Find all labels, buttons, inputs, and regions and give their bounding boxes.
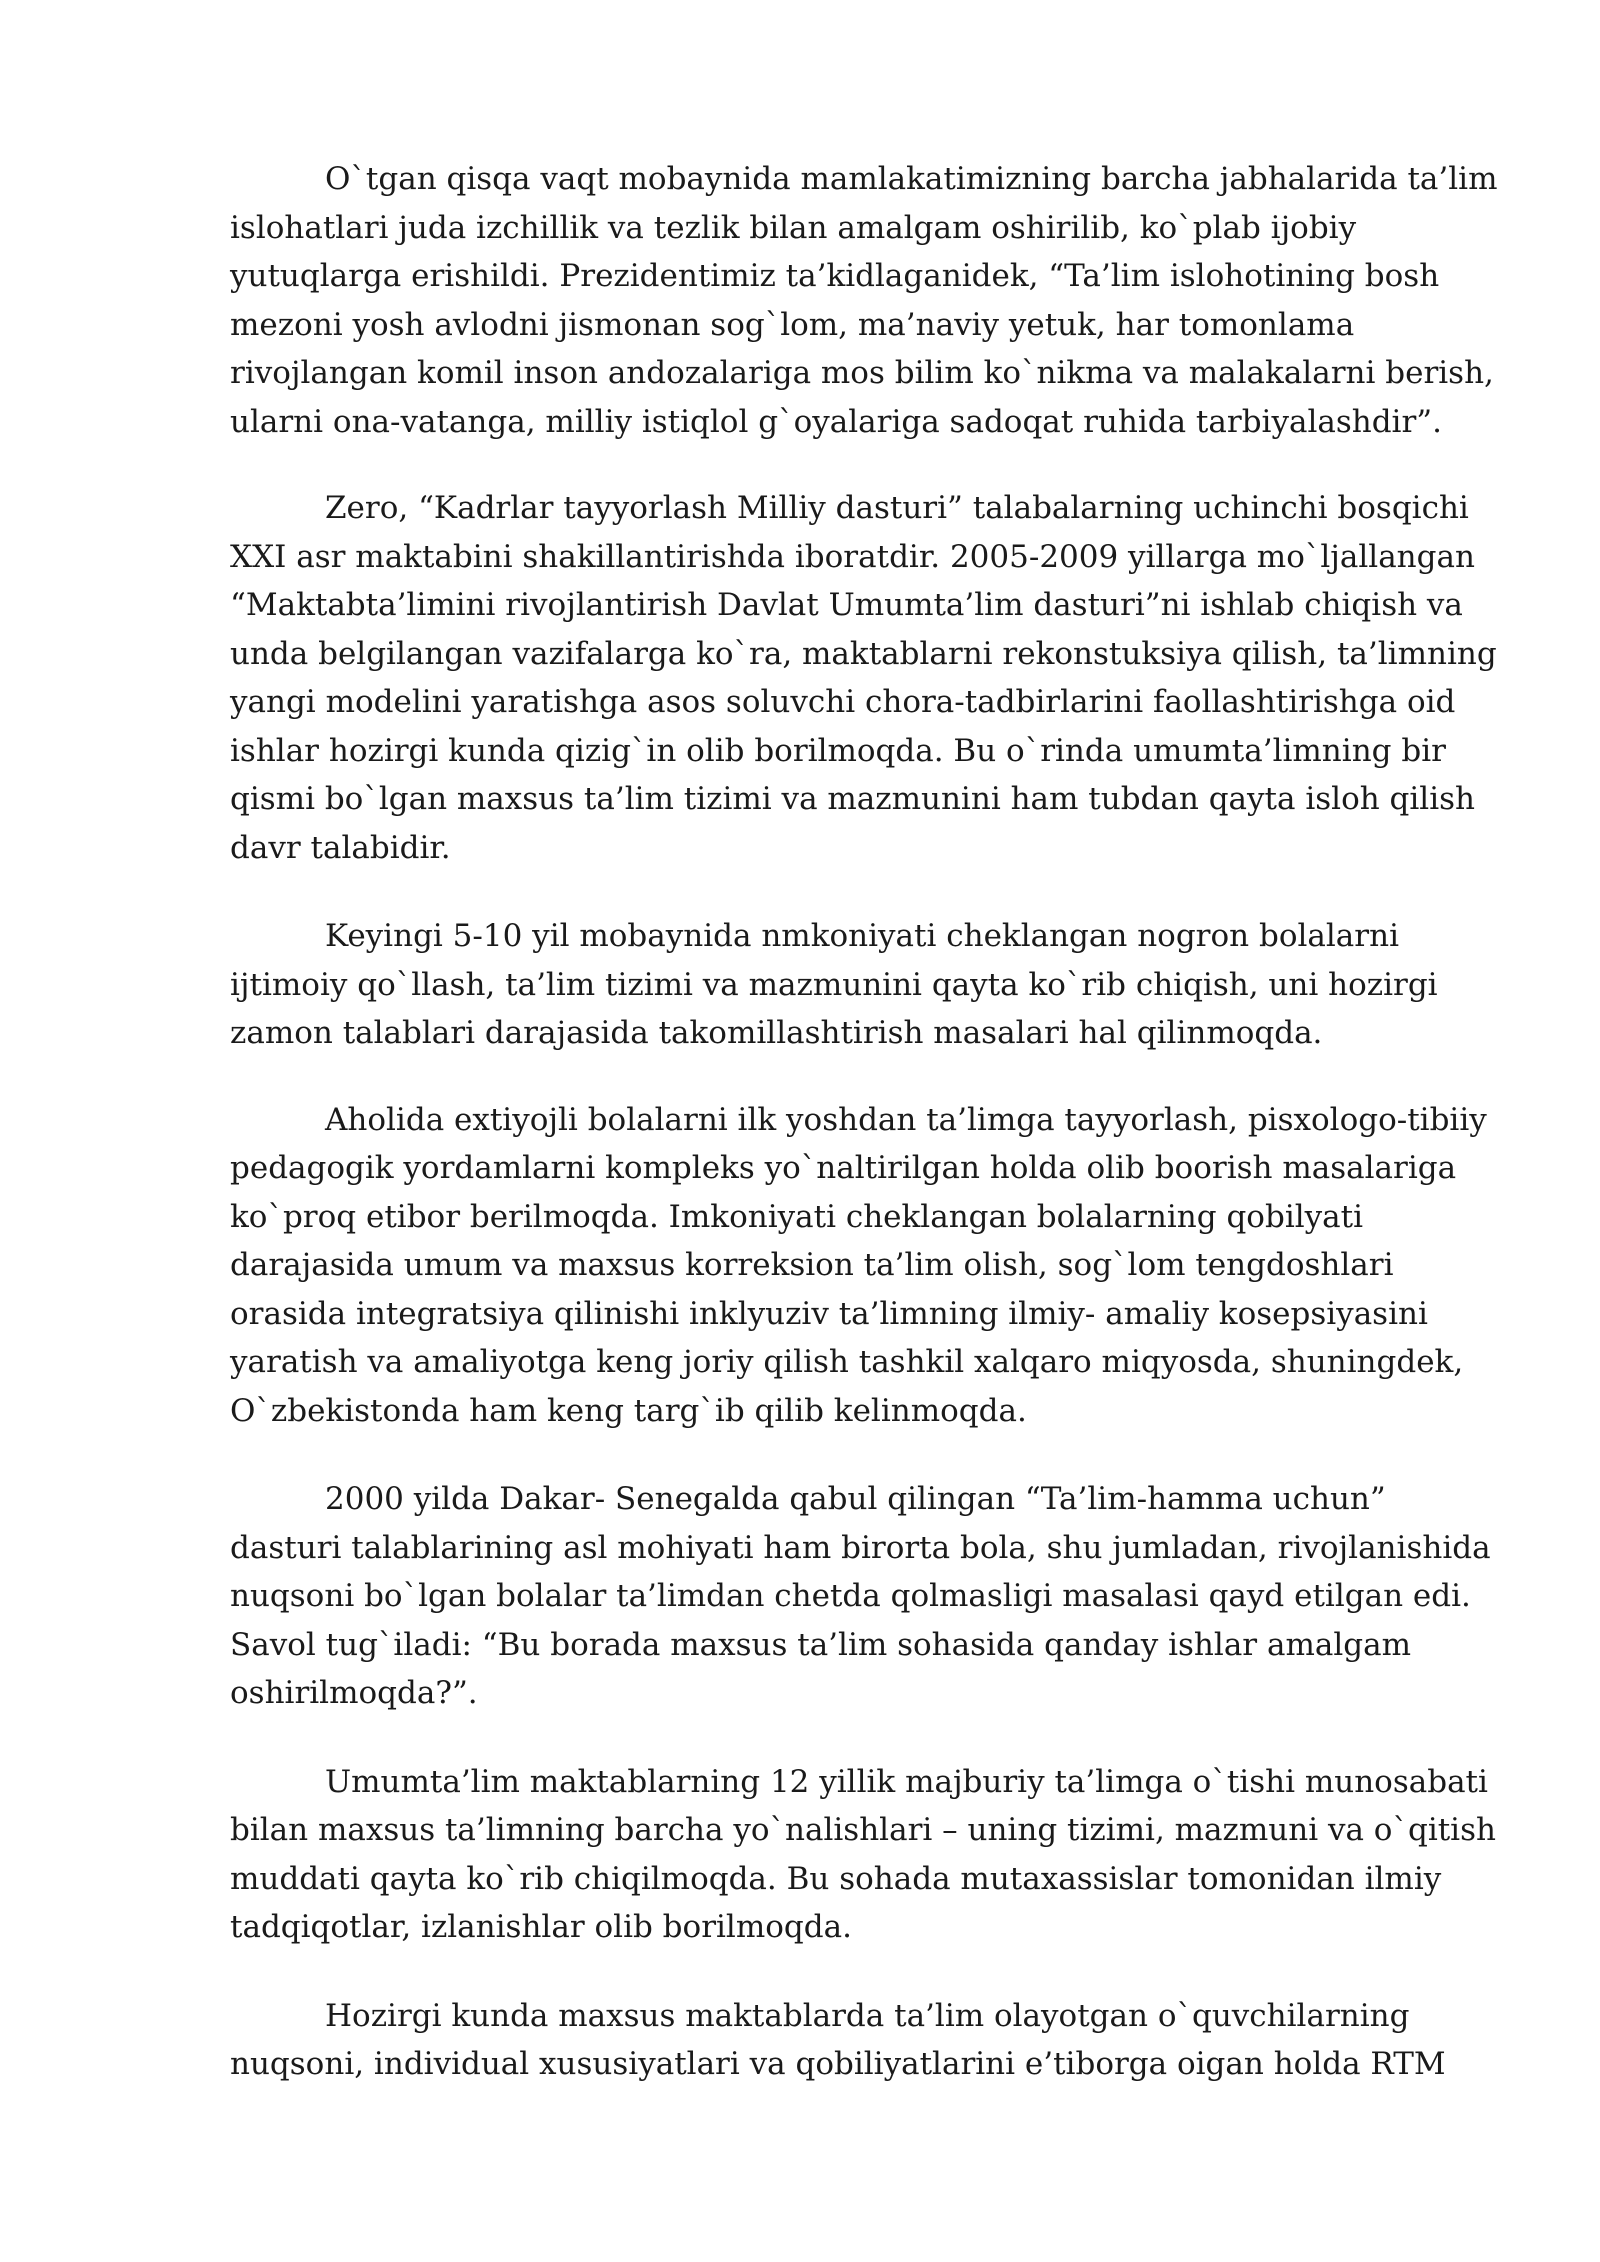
paragraph-4: Aholida extiyojli bolalarni ilk yoshdan ta’limga tayyorlash, pisxologo-tibiiy pedagogik yordamlarni kompleks yo`naltirilgan holda olib boorish masalariga ko`proq etibor berilmoqda. Imkoniyati cheklangan bolalarning qobilyati darajasida umum va maxsus korreksion ta’lim olish, sog`lom tengdoshlari orasida integratsiya qilinishi inklyuziv ta’limning ilmiy- amaliy kosepsiyasini yaratish va amaliyotga keng joriy qilish tashkil xalqaro miqyosda, shuningdek, O`zbekistonda ham keng targ`ib qilib kelinmoqda.: [230, 1101, 1487, 1429]
paragraph-5: 2000 yilda Dakar- Senegalda qabul qilingan “Ta’lim-hamma uchun” dasturi talablarining asl mohiyati ham birorta bola, shu jumladan, rivojlanishida nuqsoni bo`lgan bolalar ta’limdan chetda qolmasligi masalasi qayd etilgan edi. Savol tug`iladi: “Bu borada maxsus ta’lim sohasida qanday ishlar amalgam oshirilmoqda?”.: [230, 1481, 1491, 1711]
paragraph-7: Hozirgi kunda maxsus maktablarda ta’lim olayotgan o`quvchilarning nuqsoni, individual xususiyatlari va qobiliyatlarini e’tiborga oigan holda RTM: [230, 1997, 1446, 2082]
document-page: [230, 155, 1500, 2127]
paragraph-2: Zero, “Kadrlar tayyorlash Milliy dasturi” talabalarning uchinchi bosqichi XXI asr maktabini shakillantirishda iboratdir. 2005-2009 yillarga mo`ljallangan “Maktabta’limini rivojlantirish Davlat Umumta’lim dasturi”ni ishlab chiqish va unda belgilangan vazifalarga ko`ra, maktablarni rekonstuksiya qilish, ta’limning yangi modelini yaratishga asos soluvchi chora-tadbirlarini faollashtirishga oid ishlar hozirgi kunda qizig`in olib borilmoqda. Bu o`rinda umumta’limning bir qismi bo`lgan maxsus ta’lim tizimi va mazmunini ham tubdan qayta isloh qilish davr talabidir.: [230, 490, 1497, 866]
paragraph-1: O`tgan qisqa vaqt mobaynida mamlakatimizning barcha jabhalarida ta’lim islohatlari juda izchillik va tezlik bilan amalgam oshirilib, ko`plab ijobiy yutuqlarga erishildi. Prezidentimiz ta’kidlaganidek, “Ta’lim islohotining bosh mezoni yosh avlodni jismonan sog`lom, ma’naviy yetuk, har tomonlama rivojlangan komil inson andozalariga mos bilim ko`nikma va malakalarni berish, ularni ona-vatanga, milliy istiqlol g`oyalariga sadoqat ruhida tarbiyalashdir”.: [230, 161, 1498, 440]
paragraph-3: Keyingi 5-10 yil mobaynida nmkoniyati cheklangan nogron bolalarni ijtimoiy qo`llash, ta’lim tizimi va mazmunini qayta ko`rib chiqish, uni hozirgi zamon talablari darajasida takomillashtirish masalari hal qilinmoqda.: [230, 918, 1438, 1051]
paragraph-6: Umumta’lim maktablarning 12 yillik majburiy ta’limga o`tishi munosabati bilan maxsus ta’limning barcha yo`nalishlari – uning tizimi, mazmuni va o`qitish muddati qayta ko`rib chiqilmoqda. Bu sohada mutaxassislar tomonidan ilmiy tadqiqotlar, izlanishlar olib borilmoqda.: [230, 1763, 1496, 1945]
